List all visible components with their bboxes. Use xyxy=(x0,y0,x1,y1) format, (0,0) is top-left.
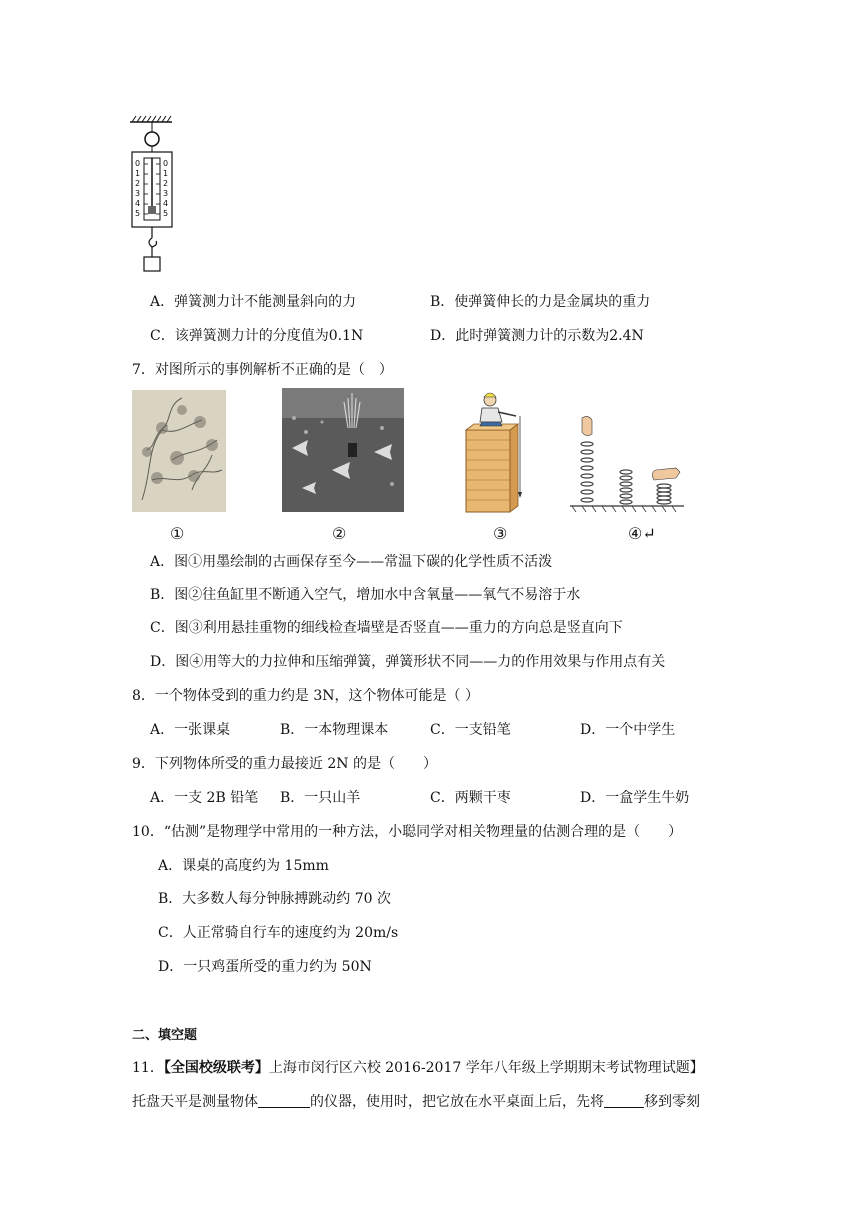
q6-option-c: C．该弹簧测力计的分度值为0.1N xyxy=(150,328,364,344)
scale-left-label: 3 xyxy=(135,189,141,198)
q11-text-a: 托盘天平是测量物体 xyxy=(132,1094,258,1110)
q7-option-b: B．图②往鱼缸里不断通入空气，增加水中含氧量——氧气不易溶于水 xyxy=(150,587,581,603)
q8-option-d: D．一个中学生 xyxy=(580,722,676,738)
q6-option-d: D．此时弹簧测力计的示数为2.4N xyxy=(430,328,644,344)
q11-source-rest: 上海市闵行区六校 2016-2017 学年八年级上学期期末考试物理试题】 xyxy=(268,1060,704,1076)
q8-option-c: C．一支铅笔 xyxy=(430,722,511,738)
answer-blank[interactable] xyxy=(604,1093,644,1108)
q10-stem: 10．“估测”是物理学中常用的一种方法，小聪同学对相关物理量的估测合理的是（ ） xyxy=(132,824,683,840)
plumb-line-wall-figure xyxy=(458,384,530,518)
spring-scale-figure xyxy=(126,112,186,277)
q11-text-c: 移到零刻 xyxy=(644,1094,700,1110)
springs-figure xyxy=(568,414,686,516)
fish-tank-figure xyxy=(282,388,404,512)
scale-left-label: 1 xyxy=(135,169,141,178)
scale-right-label: 4 xyxy=(163,199,169,208)
q9-option-d: D．一盒学生牛奶 xyxy=(580,790,690,806)
scale-left-label: 5 xyxy=(135,209,141,218)
answer-blank[interactable] xyxy=(258,1093,310,1108)
q11-number: 11． xyxy=(132,1060,164,1076)
figure-label-1: ① xyxy=(170,524,185,543)
q10-option-b: B．大多数人每分钟脉搏跳动约 70 次 xyxy=(158,891,392,907)
q7-option-a: A．图①用墨绘制的古画保存至今——常温下碳的化学性质不活泼 xyxy=(150,554,553,570)
scale-left-label: 4 xyxy=(135,199,141,208)
q8-option-a: A．一张课桌 xyxy=(150,722,231,738)
q11-line-1 xyxy=(132,1058,704,1078)
figure-label-2: ② xyxy=(332,524,347,543)
q9-option-c: C．两颗干枣 xyxy=(430,790,511,806)
q11-source: 【全国校级联考】 xyxy=(163,1060,269,1076)
scale-left-label: 0 xyxy=(135,159,141,168)
figure-label-4: ④↵ xyxy=(628,524,656,543)
figure-label-3: ③ xyxy=(493,524,508,543)
scale-right-label: 5 xyxy=(163,209,169,218)
q6-option-a: A．弹簧测力计不能测量斜向的力 xyxy=(150,294,357,310)
q10-option-a: A．课桌的高度约为 15mm xyxy=(158,858,329,874)
q10-option-c: C．人正常骑自行车的速度约为 20m/s xyxy=(158,925,399,941)
q11-line-2 xyxy=(132,1092,700,1112)
q6-option-b: B．使弹簧伸长的力是金属块的重力 xyxy=(430,294,651,310)
q8-option-b: B．一本物理课本 xyxy=(280,722,389,738)
q9-option-a: A．一支 2B 铅笔 xyxy=(150,790,259,806)
q10-option-d: D．一只鸡蛋所受的重力约为 50N xyxy=(158,959,372,975)
q9-stem: 9．下列物体所受的重力最接近 2N 的是（ ） xyxy=(132,756,437,772)
scale-right-label: 2 xyxy=(163,179,169,188)
q9-option-b: B．一只山羊 xyxy=(280,790,361,806)
scale-left-label: 2 xyxy=(135,179,141,188)
section-title: 二、填空题 xyxy=(132,1028,198,1043)
ink-painting-figure xyxy=(132,390,226,512)
q11-text-b: 的仪器，使用时，把它放在水平桌面上后，先将 xyxy=(310,1094,604,1110)
scale-right-label: 0 xyxy=(163,159,169,168)
q7-option-c: C．图③利用悬挂重物的细线检查墙壁是否竖直——重力的方向总是竖直向下 xyxy=(150,620,623,636)
q7-stem: 7．对图所示的事例解析不正确的是（ ） xyxy=(132,362,393,378)
q7-option-d: D．图④用等大的力拉伸和压缩弹簧，弹簧形状不同——力的作用效果与作用点有关 xyxy=(150,654,666,670)
q8-stem: 8．一个物体受到的重力约是 3N，这个物体可能是（ ） xyxy=(132,688,479,704)
scale-right-label: 3 xyxy=(163,189,169,198)
scale-right-label: 1 xyxy=(163,169,169,178)
